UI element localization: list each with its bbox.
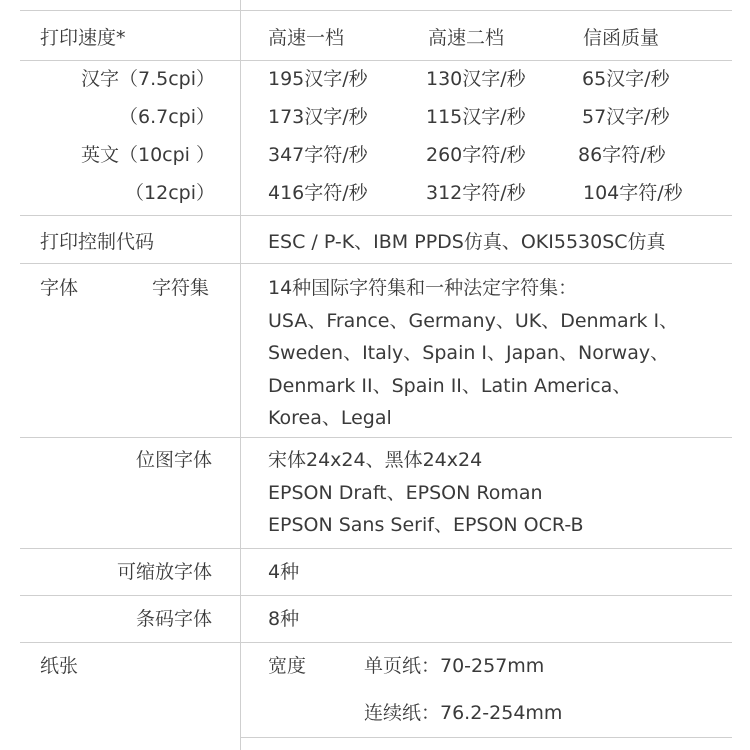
speed-value: 86字符/秒 [578,144,666,166]
speed-value: 130汉字/秒 [426,68,526,90]
speed-value: 104字符/秒 [583,182,683,204]
speed-col-header: 高速二档 [428,27,505,49]
speed-col-header: 高速一档 [268,27,345,49]
row-divider [20,215,732,216]
fonts-label: 字体 [40,277,79,299]
paper-single-sheet: 单页纸：70-257mm [364,655,545,677]
speed-col-header: 信函质量 [583,27,660,49]
row-divider [20,437,732,438]
paper-width-label: 宽度 [268,655,307,677]
bitmap-font-line: EPSON Draft、EPSON Roman [268,482,543,504]
speed-value: 260字符/秒 [426,144,526,166]
bitmap-font-line: EPSON Sans Serif、EPSON OCR-B [268,514,584,536]
speed-row-label: （12cpi） [125,182,215,204]
row-divider [20,10,732,11]
charset-line: USA、France、Germany、UK、Denmark I、 [268,310,679,332]
speed-row-label: 汉字（7.5cpi） [80,68,215,90]
paper-label: 纸张 [40,655,79,677]
speed-value: 195汉字/秒 [268,68,368,90]
speed-value: 57汉字/秒 [582,106,670,128]
scalable-font-value: 4种 [268,561,300,583]
charset-line: Korea、Legal [268,407,392,429]
row-divider [20,263,732,264]
barcode-font-value: 8种 [268,608,300,630]
charset-line: Denmark II、Spain II、Latin America、 [268,375,632,397]
scalable-font-label: 可缩放字体 [116,561,212,583]
speed-row-label: 英文（10cpi ） [80,144,215,166]
row-divider [20,642,732,643]
speed-row-label: （6.7cpi） [118,106,215,128]
charset-line: 14种国际字符集和一种法定字符集： [268,277,578,299]
charset-line: Sweden、Italy、Spain I、Japan、Norway、 [268,342,670,364]
charset-label: 字符集 [152,277,210,299]
paper-continuous: 连续纸：76.2-254mm [364,702,563,724]
control-code-label: 打印控制代码 [40,231,155,253]
speed-value: 312字符/秒 [426,182,526,204]
speed-value: 115汉字/秒 [426,106,526,128]
speed-value: 347字符/秒 [268,144,368,166]
row-divider [20,548,732,549]
column-divider [240,0,241,750]
bitmap-font-label: 位图字体 [135,449,212,471]
control-code-value: ESC / P-K、IBM PPDS仿真、OKI5530SC仿真 [268,231,666,253]
speed-value: 416字符/秒 [268,182,368,204]
barcode-font-label: 条码字体 [135,608,212,630]
row-divider [20,595,732,596]
speed-value: 65汉字/秒 [582,68,670,90]
speed-value: 173汉字/秒 [268,106,368,128]
print-speed-label: 打印速度* [40,27,126,49]
bitmap-font-line: 宋体24x24、黑体24x24 [268,449,483,471]
row-divider [20,60,732,61]
row-divider [240,737,732,738]
